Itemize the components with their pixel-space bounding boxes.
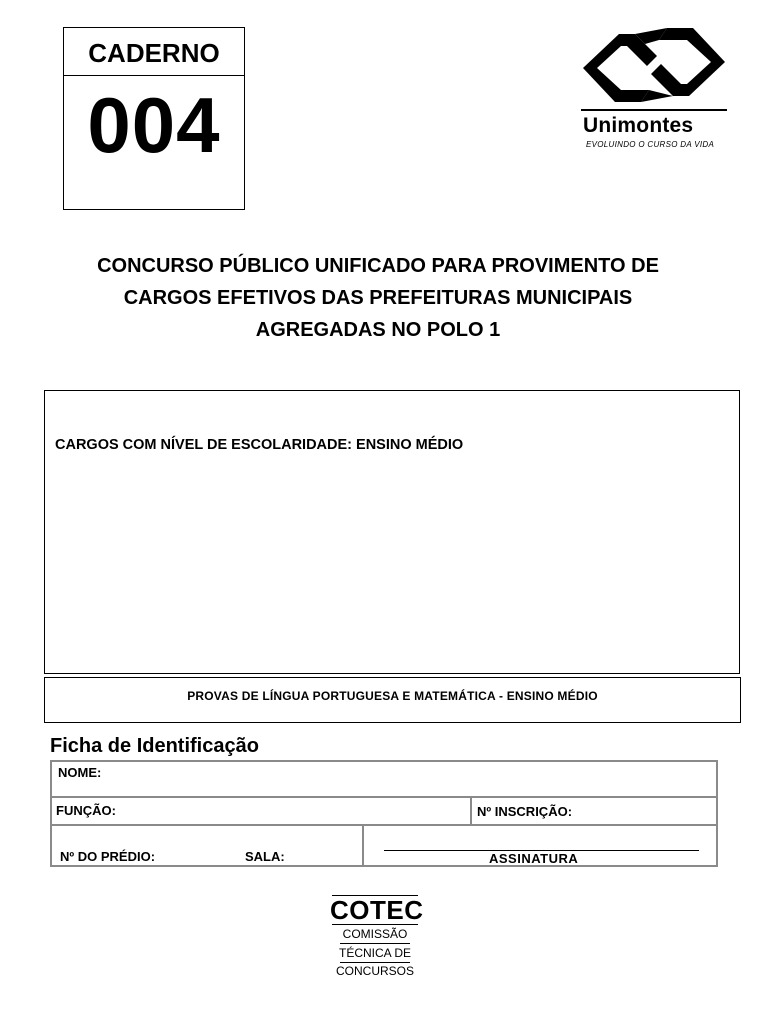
cotec-line: TÉCNICA DE: [338, 946, 411, 960]
form-divider: [362, 826, 364, 867]
exam-title-line: AGREGADAS NO POLO 1: [255, 319, 501, 341]
unimontes-tagline: EVOLUINDO O CURSO DA VIDA: [586, 140, 715, 149]
funcao-field[interactable]: FUNÇÃO:: [56, 803, 116, 818]
form-divider: [52, 796, 716, 798]
cotec-rule: [340, 962, 410, 963]
unimontes-name: Unimontes: [583, 114, 694, 137]
inscricao-field[interactable]: Nº INSCRIÇÃO:: [477, 804, 573, 819]
cotec-rule: [340, 943, 410, 944]
caderno-label: CADERNO: [64, 28, 244, 76]
predio-field[interactable]: Nº DO PRÉDIO:: [60, 849, 156, 864]
caderno-number: 004: [87, 81, 221, 169]
ficha-title: Ficha de Identificação: [50, 735, 259, 757]
sala-field[interactable]: SALA:: [245, 849, 285, 864]
cotec-line: CONCURSOS: [335, 964, 414, 978]
cotec-name: COTEC: [330, 895, 424, 925]
form-divider: [470, 798, 472, 824]
cargos-text: CARGOS COM NÍVEL DE ESCOLARIDADE: ENSINO MÉDIO: [55, 437, 464, 453]
provas-box: PROVAS DE LÍNGUA PORTUGUESA E MATEMÁTICA - ENSINO MÉDIO: [44, 677, 741, 723]
exam-title-line: CONCURSO PÚBLICO UNIFICADO PARA PROVIMENTO DE: [97, 255, 659, 277]
caderno-box: [63, 27, 245, 210]
cotec-logo: [330, 895, 424, 980]
identification-form: [50, 760, 718, 867]
assinatura-label: ASSINATURA: [489, 851, 579, 866]
exam-title: [40, 250, 716, 346]
cotec-rule: [332, 924, 418, 925]
cargos-box: [44, 390, 740, 674]
form-divider: [52, 824, 716, 826]
exam-title-line: CARGOS EFETIVOS DAS PREFEITURAS MUNICIPAIS: [123, 287, 633, 309]
cotec-line: COMISSÃO: [342, 927, 408, 941]
nome-field[interactable]: NOME:: [58, 765, 102, 780]
